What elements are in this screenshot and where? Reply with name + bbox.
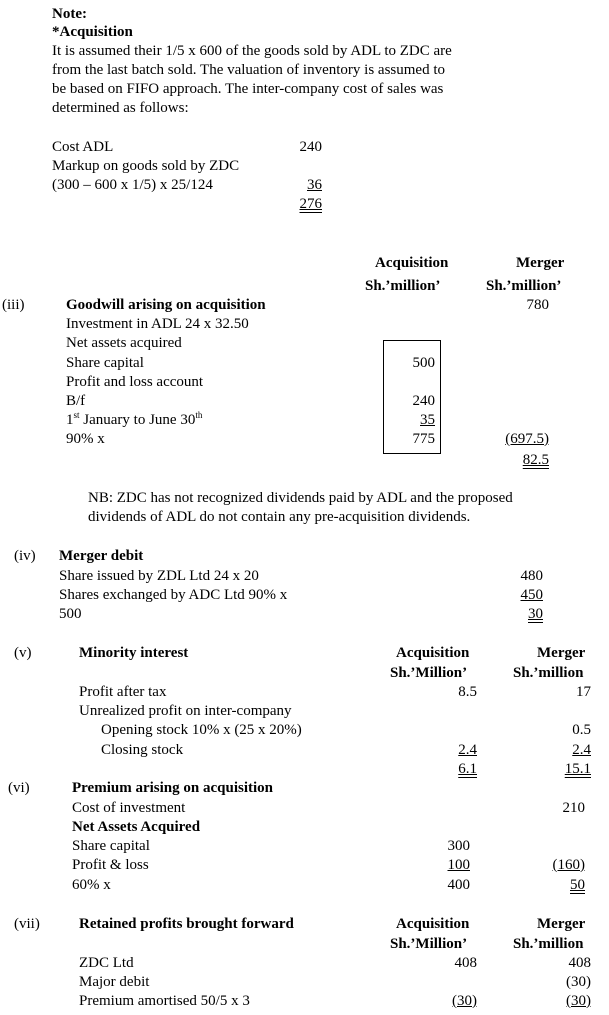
nb-line: dividends of ADL do not contain any pre-acquisition dividends. — [88, 509, 471, 525]
goodwill-total: 82.5 — [522, 452, 549, 468]
line-label: Share issued by ZDL Ltd 24 x 20 — [59, 568, 259, 584]
note-paragraph-line: be based on FIFO approach. The inter-company cost of sales was — [52, 81, 444, 97]
merger-total: 50 — [570, 877, 585, 893]
box-value: 500 — [412, 355, 435, 371]
section-number: (vii) — [14, 916, 40, 932]
merger-value: 408 — [568, 955, 591, 971]
box-value: 775 — [412, 431, 435, 447]
acq-value: 408 — [454, 955, 477, 971]
merger-value: 17 — [576, 684, 591, 700]
note-subtitle: *Acquisition — [52, 24, 133, 40]
merger-value: 2.4 — [572, 742, 591, 758]
acq-total: 6.1 — [458, 761, 477, 777]
line-label: B/f — [66, 393, 86, 409]
section-title: Goodwill arising on acquisition — [66, 297, 266, 313]
line-label: Profit & loss — [72, 857, 149, 873]
line-label: 1st January to June 30th — [66, 410, 203, 428]
merger-value: (30) — [566, 974, 591, 990]
goodwill-merger-value: 780 — [526, 297, 549, 313]
note-paragraph-line: determined as follows: — [52, 100, 189, 116]
line-label: 90% x — [66, 431, 105, 447]
note-row-label: Markup on goods sold by ZDC — [52, 158, 240, 174]
nb-line: NB: ZDC has not recognized dividends paid by ADL and the proposed — [88, 490, 513, 506]
line-label: 60% x — [72, 877, 111, 893]
section-title: Minority interest — [79, 645, 189, 661]
line-label: 500 — [59, 606, 82, 622]
header-acquisition: Acquisition — [375, 255, 449, 271]
line-label: Closing stock — [101, 742, 184, 758]
box-value: 240 — [412, 393, 435, 409]
header-acquisition: Acquisition — [396, 645, 470, 661]
note-row-value: 240 — [299, 139, 322, 155]
note-title: Note: — [52, 6, 87, 22]
box-value: 35 — [420, 412, 435, 428]
line-label: Shares exchanged by ADC Ltd 90% x — [59, 587, 288, 603]
note-paragraph-line: from the last batch sold. The valuation of inventory is assumed to — [52, 62, 445, 78]
section-number: (vi) — [8, 780, 30, 796]
line-label: Premium amortised 50/5 x 3 — [79, 993, 250, 1009]
merger-value: (160) — [552, 857, 585, 873]
merger-total: 30 — [528, 606, 543, 622]
subsection-title: Net Assets Acquired — [72, 819, 201, 835]
header-unit-acquisition: Sh.’Million’ — [390, 665, 468, 681]
header-merger: Merger — [516, 255, 565, 271]
header-unit-merger: Sh.’million — [513, 936, 584, 952]
merger-value: 210 — [562, 800, 585, 816]
header-unit-merger: Sh.’million — [513, 665, 584, 681]
header-merger: Merger — [537, 645, 586, 661]
merger-value: 0.5 — [572, 722, 591, 738]
header-unit-acquisition: Sh.’Million’ — [390, 936, 468, 952]
header-acquisition: Acquisition — [396, 916, 470, 932]
merger-value: 450 — [520, 587, 543, 603]
line-label: Share capital — [72, 838, 150, 854]
line-label: Opening stock 10% x (25 x 20%) — [101, 722, 302, 738]
merger-value: 480 — [520, 568, 543, 584]
section-number: (iii) — [2, 297, 25, 313]
line-label: Cost of investment — [72, 800, 186, 816]
acq-value: 8.5 — [458, 684, 477, 700]
note-row-label: (300 – 600 x 1/5) x 25/124 — [52, 177, 213, 193]
header-unit-merger: Sh.’million’ — [486, 278, 562, 294]
line-label: Unrealized profit on inter-company — [79, 703, 292, 719]
note-row-label: Cost ADL — [52, 139, 114, 155]
line-label: Investment in ADL 24 x 32.50 — [66, 316, 249, 332]
acq-value: 100 — [447, 857, 470, 873]
merger-value: (697.5) — [505, 431, 549, 447]
acq-value: (30) — [452, 993, 477, 1009]
section-title: Premium arising on acquisition — [72, 780, 273, 796]
note-total-value: 276 — [299, 196, 322, 212]
acq-value: 400 — [447, 877, 470, 893]
line-label: Profit and loss account — [66, 374, 204, 390]
acq-value: 300 — [447, 838, 470, 854]
header-unit-acquisition: Sh.’million’ — [365, 278, 441, 294]
acq-value: 2.4 — [458, 742, 477, 758]
merger-total: 15.1 — [564, 761, 591, 777]
header-merger: Merger — [537, 916, 586, 932]
section-number: (iv) — [14, 548, 36, 564]
line-label: Net assets acquired — [66, 335, 182, 351]
merger-value: (30) — [566, 993, 591, 1009]
line-label: Profit after tax — [79, 684, 167, 700]
line-label: Major debit — [79, 974, 150, 990]
section-title: Retained profits brought forward — [79, 916, 294, 932]
line-label: Share capital — [66, 355, 144, 371]
line-label: ZDC Ltd — [79, 955, 134, 971]
section-title: Merger debit — [59, 548, 144, 564]
section-number: (v) — [14, 645, 32, 661]
note-paragraph-line: It is assumed their 1/5 x 600 of the goods sold by ADL to ZDC are — [52, 43, 452, 59]
note-row-value: 36 — [307, 177, 322, 193]
